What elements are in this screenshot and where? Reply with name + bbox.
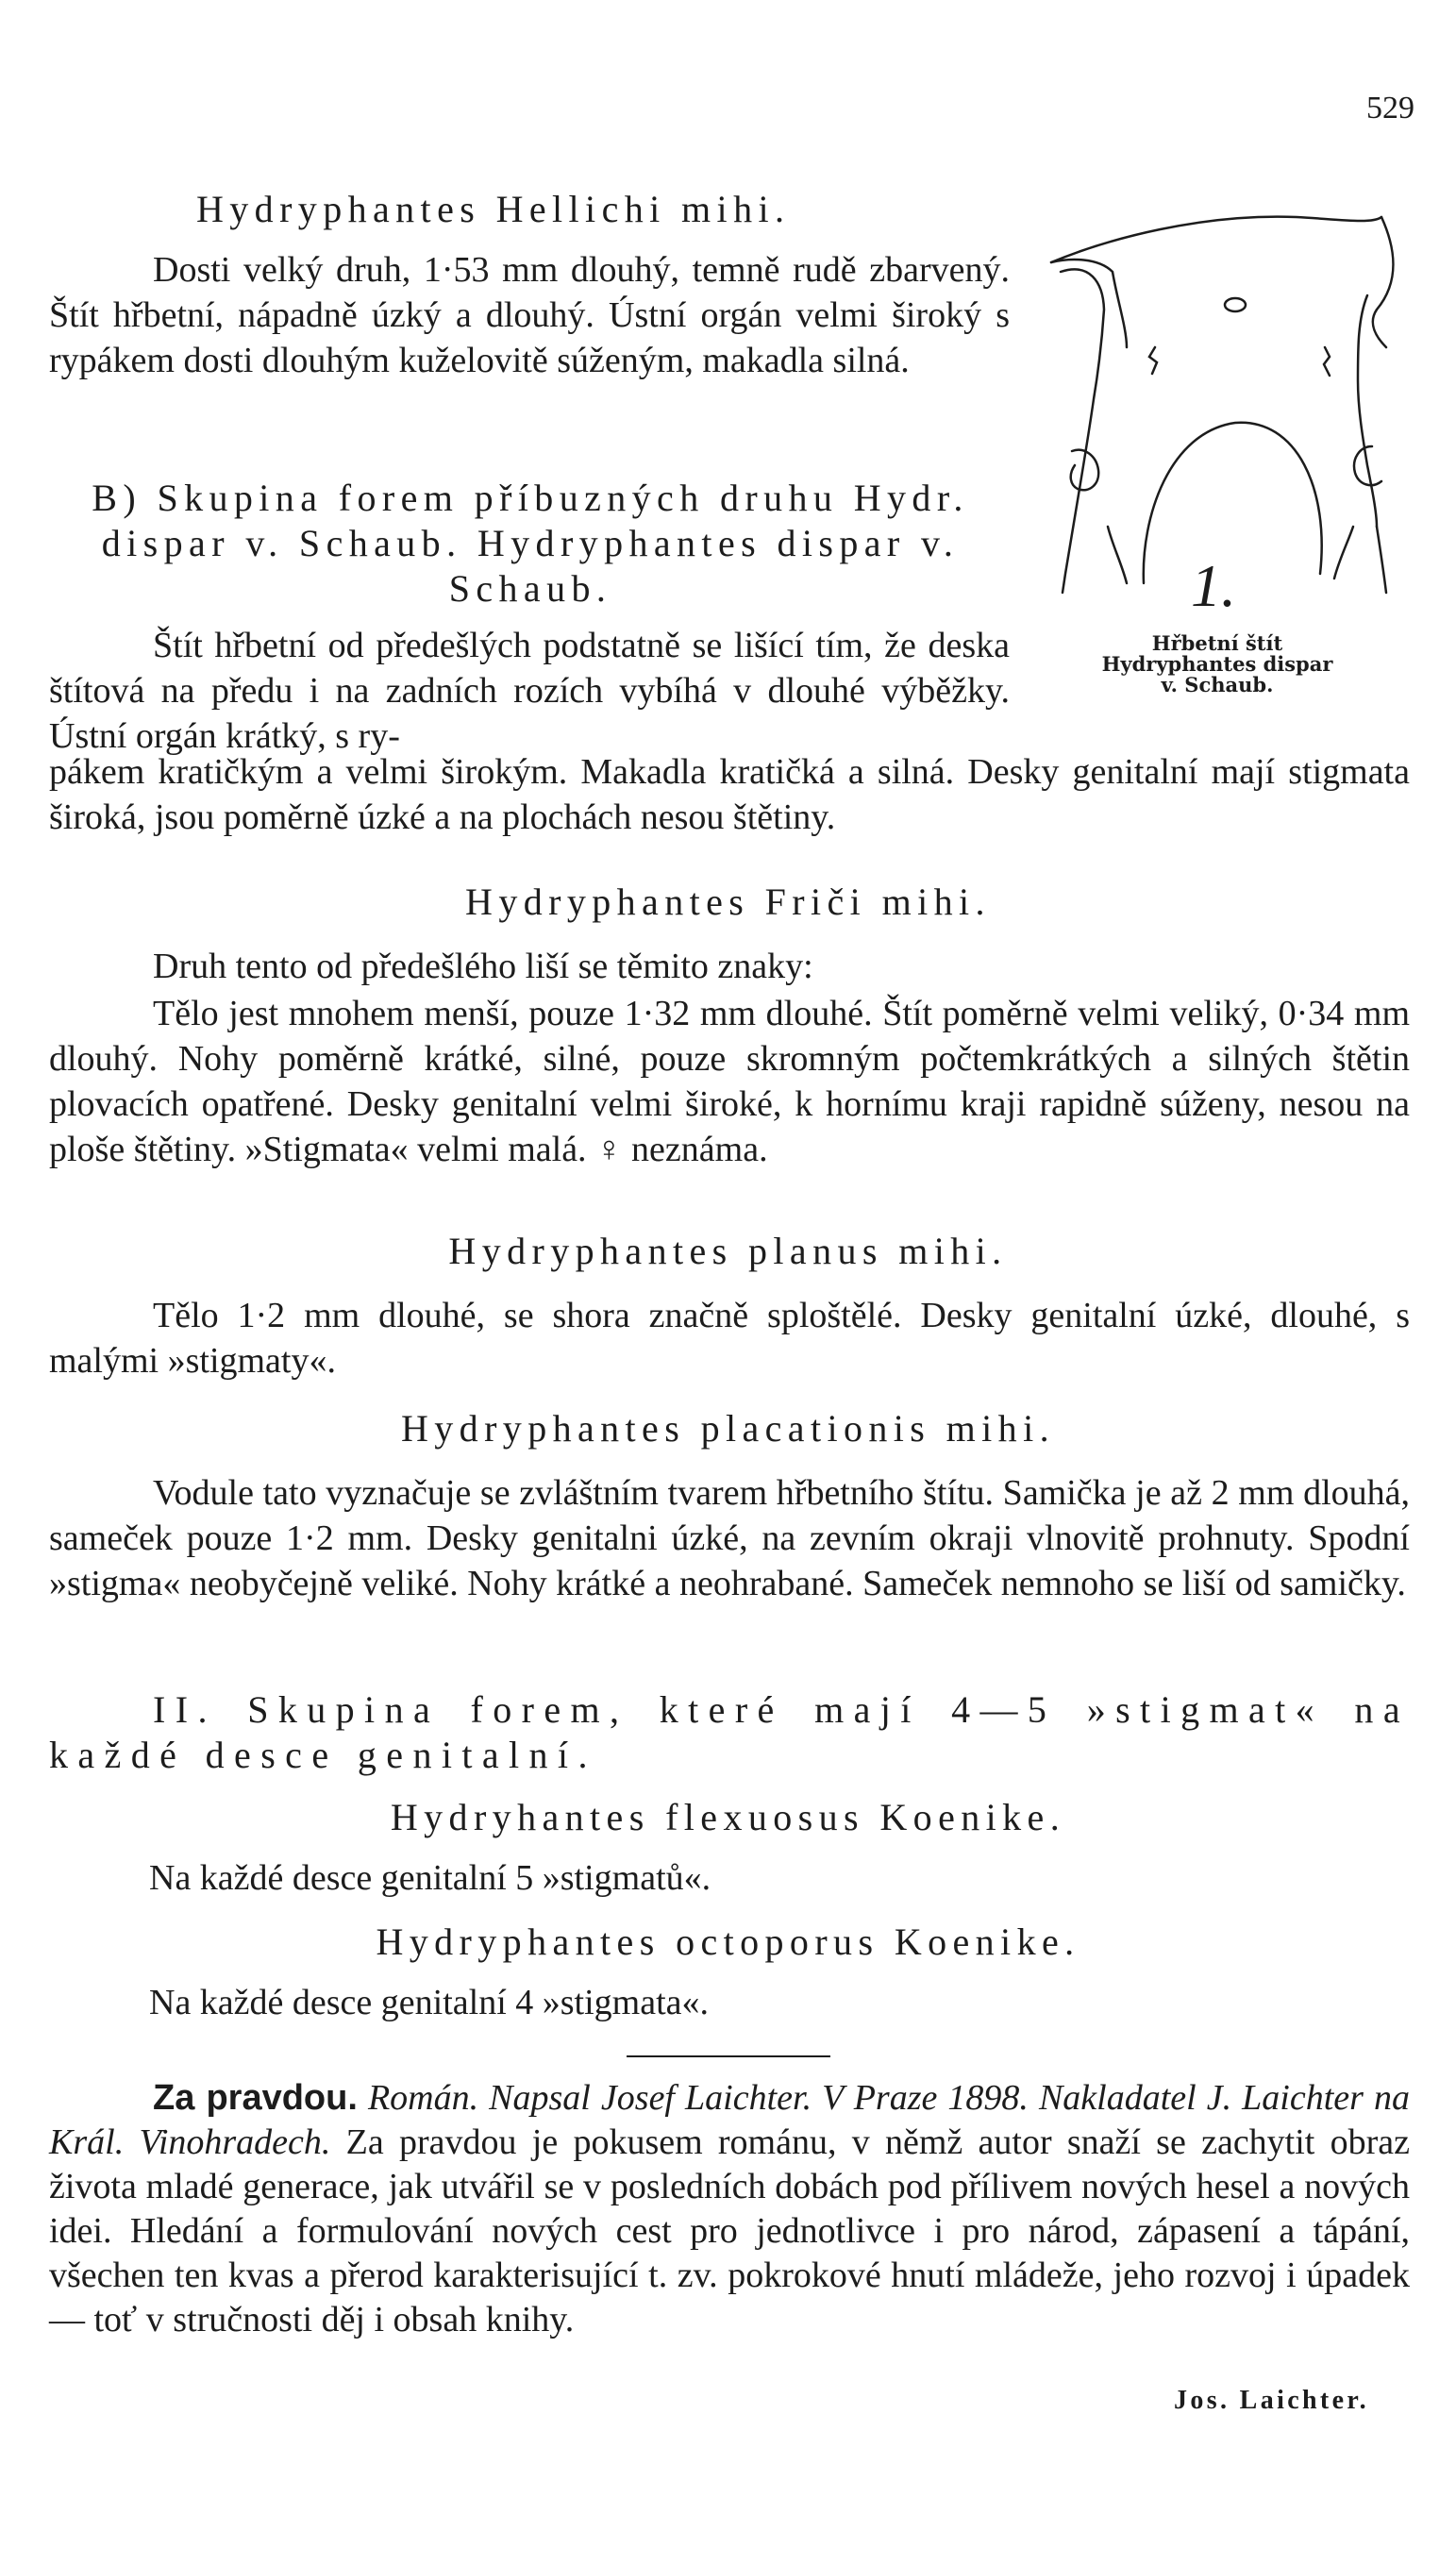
species-title-frici: Hydryphantes Friči mihi. bbox=[465, 880, 991, 923]
figure-caption-line-3: v. Schaub. bbox=[1161, 673, 1274, 696]
species-title-octoporus: Hydryphantes octoporus Koenike. bbox=[376, 1920, 1080, 1963]
planus-text: Tělo 1·2 mm dlouhé, se shora značně sploštělé. Desky genitalní úzké, dlouhé, s malými »stigmaty«. bbox=[49, 1296, 1410, 1381]
review-block bbox=[49, 2076, 1410, 2342]
figure-caption-line-1: Hřbetní štít bbox=[1151, 631, 1283, 655]
group-b-text-full: pákem kratičkým a velmi širokým. Makadla kratičká a silná. Desky genitalní mají stigmata široká, jsou poměrně úzké a na plochách nesou štětiny. bbox=[49, 752, 1410, 837]
group-ii-heading: II. Skupina forem, které mají 4—5 »stigmat« na každé desce genitalní. bbox=[49, 1688, 1410, 1776]
figure-caption bbox=[1076, 633, 1359, 696]
figure-number: 1. bbox=[1191, 552, 1236, 619]
group-b-heading: B) Skupina forem příbuzných druhu Hydr. dispar v. Schaub. Hydryphantes dispar v. Schaub. bbox=[92, 477, 969, 610]
species-title-flexuosus: Hydryhantes flexuosus Koenike. bbox=[390, 1796, 1066, 1838]
section-divider bbox=[627, 2055, 830, 2057]
dorsal-shield-drawing bbox=[1042, 206, 1410, 602]
review-text: Za pravdou je pokusem románu, v němž autor snaží se zachytit obraz života mladé generace, jak utvářil se v posledních dobách pod přílivem nových hesel a nových idei. Hledání a formulování nových cest pro jednotlivce i pro národ, zápasení a tápání, všechen ten kvas a přerod karakterisující t. zv. pokrokové hnutí mládeže, jeho rozvoj i úpadek — toť v stručnosti děj i obsah knihy. bbox=[49, 2122, 1410, 2339]
species-text-hellichi: Dosti velký druh, 1·53 mm dlouhý, temně rudě zbarvený. Štít hřbetní, nápadně úzký a dlouhý. Ústní orgán velmi široký s rypákem dosti dlouhým kuželovitě súženým, makadla silná. bbox=[49, 250, 1010, 380]
figure-dorsal-shield bbox=[1042, 206, 1410, 602]
species-title-planus: Hydryphantes planus mihi. bbox=[448, 1230, 1008, 1272]
species-title-hellichi: Hydryphantes Hellichi mihi. bbox=[196, 188, 791, 230]
review-citation: Román. Napsal Josef Laichter. V Praze 1898. Nakladatel J. Laichter na Král. Vinohradech. bbox=[49, 2078, 1410, 2162]
frici-text: Tělo jest mnohem menší, pouze 1·32 mm dlouhé. Štít poměrně velmi veliký, 0·34 mm dlouhý. Nohy poměrně krátké, silné, pouze skromným počtemkrátkých a silných štětin plovacích opatřené. Desky genitalní velmi široké, k hornímu kraji rapidně súženy, nesou na ploše štětiny. »Stigmata« velmi malá. ♀ neznáma. bbox=[49, 994, 1410, 1169]
species-title-placationis: Hydryphantes placationis mihi. bbox=[400, 1407, 1055, 1450]
frici-intro: Druh tento od předešlého liší se těmito znaky: bbox=[153, 947, 813, 986]
figure-caption-line-2: Hydryphantes dispar bbox=[1101, 652, 1333, 676]
placationis-text: Vodule tato vyznačuje se zvláštním tvarem hřbetního štítu. Samička je až 2 mm dlouhá, sameček pouze 1·2 mm. Desky genitalni úzké, na zevním okraji vlnovitě prohnuty. Spodní »stigma« neobyčejně veliké. Nohy krátké a neohrabané. Sameček nemnoho se liší od samičky. bbox=[49, 1473, 1410, 1603]
page-number: 529 bbox=[1366, 91, 1414, 126]
group-b-text-narrow: Štít hřbetní od předešlých podstatně se lišící tím, že deska štítová na předu i na zadních rozích vybíhá v dlouhé výběžky. Ústní orgán krátký, s ry- bbox=[49, 626, 1010, 756]
review-lead: Za pravdou. bbox=[153, 2078, 358, 2118]
review-signature: Jos. Laichter. bbox=[1173, 2386, 1369, 2415]
flexuosus-text: Na každé desce genitalní 5 »stigmatů«. bbox=[149, 1858, 711, 1898]
octoporus-text: Na každé desce genitalní 4 »stigmata«. bbox=[149, 1983, 710, 2022]
